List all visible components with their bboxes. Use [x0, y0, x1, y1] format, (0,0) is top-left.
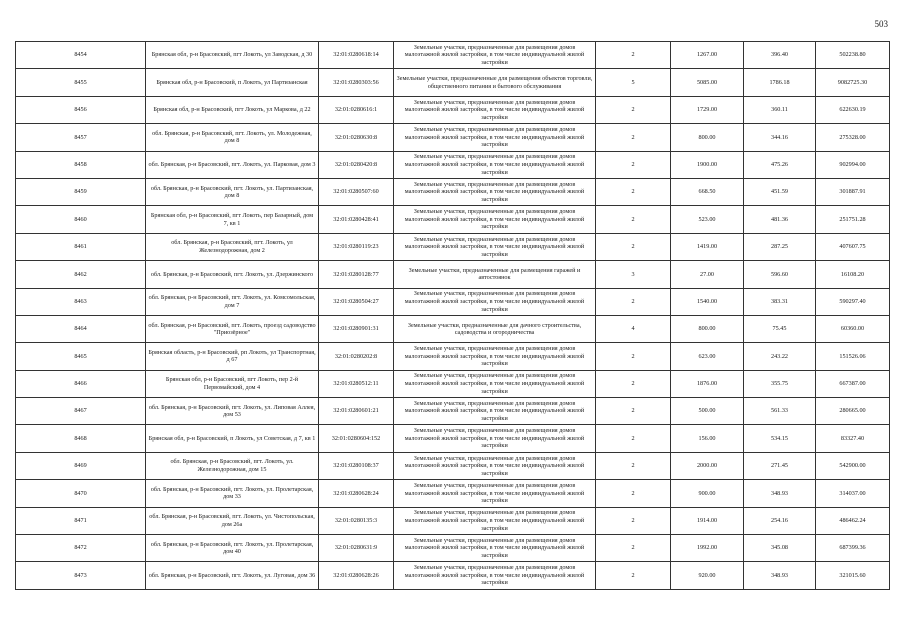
specific-value-cell: 481.36: [744, 206, 816, 233]
row-number-cell: 8462: [16, 261, 146, 288]
group-cell: 2: [596, 535, 671, 562]
cadastral-value-cell: 542900.00: [816, 452, 890, 479]
area-cell: 27.00: [671, 261, 744, 288]
land-use-cell: Земельные участки, предназначенные для размещения объектов торговли, общественного питания и бытового обслуживания: [394, 69, 596, 96]
group-cell: 2: [596, 562, 671, 589]
group-cell: 2: [596, 425, 671, 452]
group-cell: 2: [596, 398, 671, 425]
row-number-cell: 8469: [16, 452, 146, 479]
address-cell: обл. Брянская, р-н Брасовский, пгт. Локоть, ул. Липовая Аллея, дом 53: [146, 398, 319, 425]
address-cell: обл. Брянская, р-н Брасовский, пгт. Локоть, ул. Парковая, дом 3: [146, 151, 319, 178]
table-row: [16, 452, 890, 479]
address-cell: Брянская обл, р-н Брасовский, п Локоть, ул Партизанская: [146, 69, 319, 96]
address-cell: обл. Брянская, р-н Брасовский, пгт. Локоть, ул Железнодорожная, дом 2: [146, 233, 319, 260]
table-row: [16, 562, 890, 589]
row-number-cell: 8456: [16, 96, 146, 123]
area-cell: 1876.00: [671, 370, 744, 397]
row-number-cell: 8465: [16, 343, 146, 370]
area-cell: 2000.00: [671, 452, 744, 479]
address-cell: обл. Брянская, р-н Брасовский, пгт. Локоть, ул. Пролетарская, дом 33: [146, 480, 319, 507]
specific-value-cell: 287.25: [744, 233, 816, 260]
address-cell: Брянская область, р-н Брасовский, рп Локоть, ул Транспортная, д 67: [146, 343, 319, 370]
group-cell: 2: [596, 370, 671, 397]
row-number-cell: 8463: [16, 288, 146, 315]
specific-value-cell: 243.22: [744, 343, 816, 370]
specific-value-cell: 355.75: [744, 370, 816, 397]
address-cell: обл. Брянская, р-н Брасовский, пгт. Локоть, ул. Комсомольская, дом 7: [146, 288, 319, 315]
specific-value-cell: 596.60: [744, 261, 816, 288]
table-row: [16, 315, 890, 342]
area-cell: 5085.00: [671, 69, 744, 96]
area-cell: 523.00: [671, 206, 744, 233]
cadastral-number-cell: 32:01:0280604:152: [319, 425, 394, 452]
cadastral-number-cell: 32:01:0280631:9: [319, 535, 394, 562]
group-cell: 5: [596, 69, 671, 96]
specific-value-cell: 75.45: [744, 315, 816, 342]
table-body: [16, 42, 890, 590]
table-row: [16, 507, 890, 534]
cadastral-number-cell: 32:01:0280512:11: [319, 370, 394, 397]
land-use-cell: Земельные участки, предназначенные для размещения домов малоэтажной жилой застройки, в том числе индивидуальной жилой застройки: [394, 562, 596, 589]
cadastral-value-cell: 902994.00: [816, 151, 890, 178]
row-number-cell: 8457: [16, 124, 146, 151]
specific-value-cell: 396.40: [744, 42, 816, 69]
cadastral-number-cell: 32:01:0280108:37: [319, 452, 394, 479]
area-cell: 1900.00: [671, 151, 744, 178]
area-cell: 920.00: [671, 562, 744, 589]
land-use-cell: Земельные участки, предназначенные для размещения домов малоэтажной жилой застройки, в том числе индивидуальной жилой застройки: [394, 124, 596, 151]
address-cell: обл. Брянская, р-н Брасовский, пгт. Локоть, ул. Пролетарская, дом 40: [146, 535, 319, 562]
cadastral-value-cell: 275328.00: [816, 124, 890, 151]
land-use-cell: Земельные участки, предназначенные для дачного строительства, садоводства и огородничества: [394, 315, 596, 342]
land-use-cell: Земельные участки, предназначенные для размещения домов малоэтажной жилой застройки, в том числе индивидуальной жилой застройки: [394, 233, 596, 260]
specific-value-cell: 383.31: [744, 288, 816, 315]
row-number-cell: 8467: [16, 398, 146, 425]
area-cell: 668.50: [671, 178, 744, 205]
cadastral-number-cell: 32:01:0280618:14: [319, 42, 394, 69]
area-cell: 1540.00: [671, 288, 744, 315]
cadastral-number-cell: 32:01:0280202:8: [319, 343, 394, 370]
cadastral-number-cell: 32:01:0280128:77: [319, 261, 394, 288]
cadastral-value-cell: 251751.28: [816, 206, 890, 233]
group-cell: 2: [596, 452, 671, 479]
cadastral-value-cell: 83327.40: [816, 425, 890, 452]
row-number-cell: 8472: [16, 535, 146, 562]
table-row: [16, 398, 890, 425]
group-cell: 2: [596, 178, 671, 205]
row-number-cell: 8471: [16, 507, 146, 534]
group-cell: 2: [596, 151, 671, 178]
specific-value-cell: 271.45: [744, 452, 816, 479]
address-cell: обл. Брянская, р-н Брасовский, пгт. Локоть, ул. Дзержинского: [146, 261, 319, 288]
specific-value-cell: 1786.18: [744, 69, 816, 96]
row-number-cell: 8464: [16, 315, 146, 342]
group-cell: 2: [596, 288, 671, 315]
specific-value-cell: 348.93: [744, 562, 816, 589]
specific-value-cell: 534.15: [744, 425, 816, 452]
cadastral-number-cell: 32:01:0280901:31: [319, 315, 394, 342]
cadastral-value-cell: 280665.00: [816, 398, 890, 425]
area-cell: 1914.00: [671, 507, 744, 534]
area-cell: 500.00: [671, 398, 744, 425]
specific-value-cell: 254.16: [744, 507, 816, 534]
row-number-cell: 8473: [16, 562, 146, 589]
group-cell: 2: [596, 206, 671, 233]
address-cell: обл. Брянская, р-н Брасовский, пгт. Локоть, ул. Железнодорожная, дом 15: [146, 452, 319, 479]
cadastral-number-cell: 32:01:0280630:8: [319, 124, 394, 151]
table-row: [16, 343, 890, 370]
cadastral-number-cell: 32:01:0280504:27: [319, 288, 394, 315]
row-number-cell: 8460: [16, 206, 146, 233]
cadastral-value-cell: 687399.36: [816, 535, 890, 562]
table-row: [16, 96, 890, 123]
cadastral-number-cell: 32:01:0280601:21: [319, 398, 394, 425]
cadastral-value-cell: 9082725.30: [816, 69, 890, 96]
cadastral-value-cell: 16108.20: [816, 261, 890, 288]
area-cell: 800.00: [671, 124, 744, 151]
page-number: 503: [874, 19, 888, 29]
area-cell: 900.00: [671, 480, 744, 507]
row-number-cell: 8461: [16, 233, 146, 260]
table-row: [16, 151, 890, 178]
specific-value-cell: 475.26: [744, 151, 816, 178]
cadastral-value-table: [15, 41, 890, 590]
specific-value-cell: 360.11: [744, 96, 816, 123]
land-use-cell: Земельные участки, предназначенные для размещения домов малоэтажной жилой застройки, в том числе индивидуальной жилой застройки: [394, 151, 596, 178]
group-cell: 2: [596, 42, 671, 69]
row-number-cell: 8455: [16, 69, 146, 96]
address-cell: Брянская обл, р-н Брасовский, пгт Локоть, ул Маркова, д 22: [146, 96, 319, 123]
land-use-cell: Земельные участки, предназначенные для размещения домов малоэтажной жилой застройки, в том числе индивидуальной жилой застройки: [394, 425, 596, 452]
land-use-cell: Земельные участки, предназначенные для размещения гаражей и автостоянок: [394, 261, 596, 288]
cadastral-number-cell: 32:01:0280303:56: [319, 69, 394, 96]
cadastral-value-cell: 502238.80: [816, 42, 890, 69]
cadastral-number-cell: 32:01:0280119:23: [319, 233, 394, 260]
land-use-cell: Земельные участки, предназначенные для размещения домов малоэтажной жилой застройки, в том числе индивидуальной жилой застройки: [394, 206, 596, 233]
land-use-cell: Земельные участки, предназначенные для размещения домов малоэтажной жилой застройки, в том числе индивидуальной жилой застройки: [394, 96, 596, 123]
land-use-cell: Земельные участки, предназначенные для размещения домов малоэтажной жилой застройки, в том числе индивидуальной жилой застройки: [394, 507, 596, 534]
cadastral-number-cell: 32:01:0280616:1: [319, 96, 394, 123]
table-row: [16, 233, 890, 260]
table-row: [16, 288, 890, 315]
area-cell: 1992.00: [671, 535, 744, 562]
cadastral-number-cell: 32:01:0280507:60: [319, 178, 394, 205]
land-use-cell: Земельные участки, предназначенные для размещения домов малоэтажной жилой застройки, в том числе индивидуальной жилой застройки: [394, 42, 596, 69]
cadastral-value-cell: 321015.60: [816, 562, 890, 589]
cadastral-value-cell: 622630.19: [816, 96, 890, 123]
group-cell: 2: [596, 480, 671, 507]
cadastral-number-cell: 32:01:0280135:3: [319, 507, 394, 534]
area-cell: 623.00: [671, 343, 744, 370]
cadastral-value-cell: 486462.24: [816, 507, 890, 534]
address-cell: Брянская обл, р-н Брасовский, п Локоть, ул Советская, д 7, кв 1: [146, 425, 319, 452]
cadastral-number-cell: 32:01:0280628:26: [319, 562, 394, 589]
row-number-cell: 8459: [16, 178, 146, 205]
cadastral-value-cell: 151526.06: [816, 343, 890, 370]
address-cell: обл. Брянская, р-н Брасовский, пгт. Локоть, ул. Партизанская, дом 8: [146, 178, 319, 205]
cadastral-value-cell: 60360.00: [816, 315, 890, 342]
address-cell: Брянская обл, р-н Брасовский, пгт Локоть, пер Базарный, дом 7, кв 1: [146, 206, 319, 233]
cadastral-value-cell: 590297.40: [816, 288, 890, 315]
cadastral-number-cell: 32:01:0280428:41: [319, 206, 394, 233]
row-number-cell: 8454: [16, 42, 146, 69]
row-number-cell: 8470: [16, 480, 146, 507]
table-row: [16, 261, 890, 288]
specific-value-cell: 451.59: [744, 178, 816, 205]
group-cell: 2: [596, 343, 671, 370]
cadastral-value-cell: 667387.00: [816, 370, 890, 397]
land-use-cell: Земельные участки, предназначенные для размещения домов малоэтажной жилой застройки, в том числе индивидуальной жилой застройки: [394, 288, 596, 315]
table-row: [16, 206, 890, 233]
area-cell: 1267.00: [671, 42, 744, 69]
land-use-cell: Земельные участки, предназначенные для размещения домов малоэтажной жилой застройки, в том числе индивидуальной жилой застройки: [394, 535, 596, 562]
land-use-cell: Земельные участки, предназначенные для размещения домов малоэтажной жилой застройки, в том числе индивидуальной жилой застройки: [394, 480, 596, 507]
address-cell: обл. Брянская, р-н Брасовский, пгт. Локоть, ул. Молодежная, дом 8: [146, 124, 319, 151]
land-use-cell: Земельные участки, предназначенные для размещения домов малоэтажной жилой застройки, в том числе индивидуальной жилой застройки: [394, 370, 596, 397]
cadastral-value-cell: 407607.75: [816, 233, 890, 260]
area-cell: 1419.00: [671, 233, 744, 260]
land-use-cell: Земельные участки, предназначенные для размещения домов малоэтажной жилой застройки, в том числе индивидуальной жилой застройки: [394, 398, 596, 425]
cadastral-number-cell: 32:01:0280628:24: [319, 480, 394, 507]
table-row: [16, 480, 890, 507]
specific-value-cell: 344.16: [744, 124, 816, 151]
specific-value-cell: 561.33: [744, 398, 816, 425]
group-cell: 2: [596, 124, 671, 151]
table-row: [16, 69, 890, 96]
land-use-cell: Земельные участки, предназначенные для размещения домов малоэтажной жилой застройки, в том числе индивидуальной жилой застройки: [394, 178, 596, 205]
address-cell: Брянская обл, р-н Брасовский, пгт Локоть, пер 2-й Первомайский, дом 4: [146, 370, 319, 397]
table-row: [16, 124, 890, 151]
specific-value-cell: 348.93: [744, 480, 816, 507]
address-cell: обл. Брянская, р-н Брасовский, пгт. Локоть, ул. Луговая, дом 36: [146, 562, 319, 589]
address-cell: Брянская обл, р-н Брасовский, пгт Локоть, ул Заводская, д 30: [146, 42, 319, 69]
table-row: [16, 42, 890, 69]
area-cell: 1729.00: [671, 96, 744, 123]
address-cell: обл. Брянская, р-н Брасовский, пгт. Локоть, проезд садоводство "Приозёрное": [146, 315, 319, 342]
table-row: [16, 370, 890, 397]
land-use-cell: Земельные участки, предназначенные для размещения домов малоэтажной жилой застройки, в том числе индивидуальной жилой застройки: [394, 343, 596, 370]
table-row: [16, 535, 890, 562]
group-cell: 3: [596, 261, 671, 288]
group-cell: 2: [596, 96, 671, 123]
cadastral-value-cell: 314037.00: [816, 480, 890, 507]
specific-value-cell: 345.08: [744, 535, 816, 562]
table-row: [16, 425, 890, 452]
row-number-cell: 8468: [16, 425, 146, 452]
address-cell: обл. Брянская, р-н Брасовский, пгт. Локоть, ул. Чистопольская, дом 26а: [146, 507, 319, 534]
group-cell: 2: [596, 233, 671, 260]
cadastral-number-cell: 32:01:0280420:8: [319, 151, 394, 178]
land-use-cell: Земельные участки, предназначенные для размещения домов малоэтажной жилой застройки, в том числе индивидуальной жилой застройки: [394, 452, 596, 479]
table-row: [16, 178, 890, 205]
row-number-cell: 8458: [16, 151, 146, 178]
area-cell: 156.00: [671, 425, 744, 452]
area-cell: 800.00: [671, 315, 744, 342]
cadastral-value-cell: 301887.91: [816, 178, 890, 205]
row-number-cell: 8466: [16, 370, 146, 397]
group-cell: 2: [596, 507, 671, 534]
group-cell: 4: [596, 315, 671, 342]
